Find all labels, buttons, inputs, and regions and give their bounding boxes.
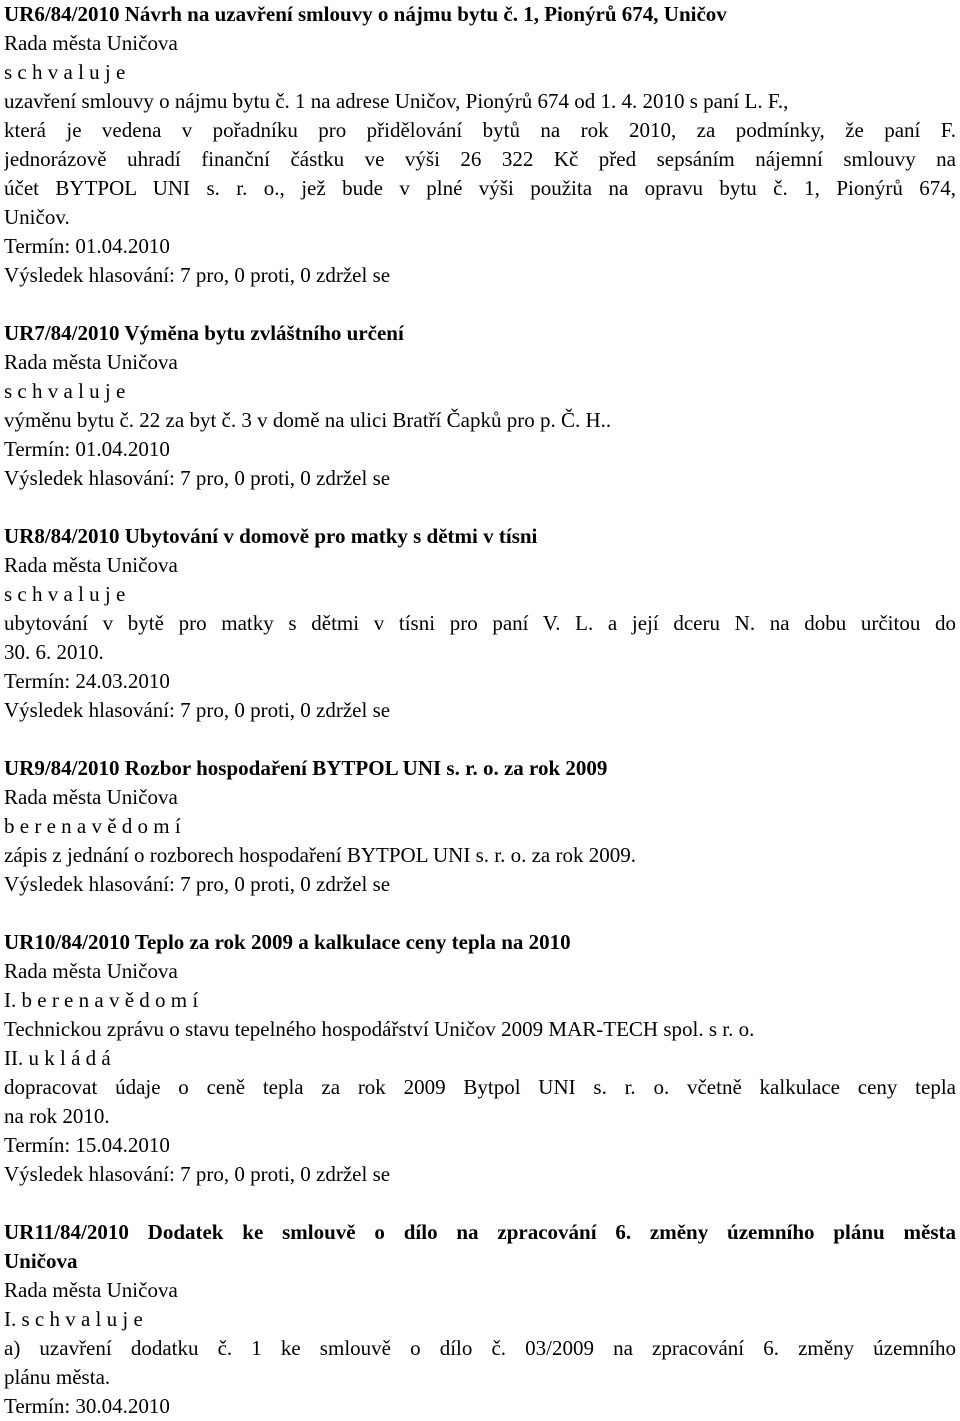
- resolution-text-line: s c h v a l u j e: [4, 60, 126, 84]
- resolution-text-line: Rada města Uničova: [4, 553, 178, 577]
- resolution-heading: UR11/84/2010 Dodatek ke smlouvě o dílo na zpracování 6. změny územního plánu města: [4, 1220, 956, 1244]
- resolution-heading: UR7/84/2010 Výměna bytu zvláštního určení: [4, 321, 404, 345]
- resolution-text-line: Technickou zprávu o stavu tepelného hospodářství Uničov 2009 MAR-TECH spol. s r. o.: [4, 1017, 755, 1041]
- resolution-text-line: Výsledek hlasování: 7 pro, 0 proti, 0 zdržel se: [4, 872, 391, 896]
- resolution-heading: UR10/84/2010 Teplo za rok 2009 a kalkulace ceny tepla na 2010: [4, 930, 571, 954]
- resolution-text-line: Uničova: [4, 1249, 78, 1273]
- resolution-text-line: Rada města Uničova: [4, 959, 178, 983]
- resolution-text-line: Rada města Uničova: [4, 785, 178, 809]
- resolution-text-line: Termín: 30.04.2010: [4, 1394, 170, 1418]
- resolution-text-line: b e r e n a v ě d o m í: [4, 814, 181, 838]
- section-spacer: [4, 899, 956, 928]
- resolution-text-line: s c h v a l u j e: [4, 379, 126, 403]
- resolution-text-line: na rok 2010.: [4, 1104, 110, 1128]
- resolution-heading: UR8/84/2010 Ubytování v domově pro matky s dětmi v tísni: [4, 524, 538, 548]
- resolution-section: [4, 928, 956, 1189]
- section-spacer: [4, 290, 956, 319]
- section-spacer: [4, 493, 956, 522]
- section-spacer: [4, 725, 956, 754]
- resolution-text-line: Rada města Uničova: [4, 31, 178, 55]
- resolution-text-line: Výsledek hlasování: 7 pro, 0 proti, 0 zdržel se: [4, 698, 391, 722]
- section-spacer: [4, 1189, 956, 1218]
- resolution-text-line: Uničov.: [4, 205, 70, 229]
- resolution-text-line: Rada města Uničova: [4, 350, 178, 374]
- resolution-heading: UR6/84/2010 Návrh na uzavření smlouvy o nájmu bytu č. 1, Pionýrů 674, Uničov: [4, 2, 727, 26]
- resolution-section: [4, 1218, 956, 1421]
- resolution-section: [4, 522, 956, 725]
- resolution-text-line: která je vedena v pořadníku pro přidělování bytů na rok 2010, za podmínky, že paní F.: [4, 118, 956, 142]
- resolution-section: [4, 754, 956, 899]
- resolution-text-line: s c h v a l u j e: [4, 582, 126, 606]
- resolution-text-line: plánu města.: [4, 1365, 111, 1389]
- resolution-section: [4, 0, 956, 290]
- resolution-text-line: Termín: 15.04.2010: [4, 1133, 170, 1157]
- resolution-text-line: Termín: 24.03.2010: [4, 669, 170, 693]
- resolution-text-line: I. s c h v a l u j e: [4, 1307, 143, 1331]
- resolution-text-line: uzavření smlouvy o nájmu bytu č. 1 na adrese Uničov, Pionýrů 674 od 1. 4. 2010 s paní L. F.,: [4, 89, 789, 113]
- resolution-text-line: Rada města Uničova: [4, 1278, 178, 1302]
- resolution-text-line: 30. 6. 2010.: [4, 640, 104, 664]
- resolution-text-line: Výsledek hlasování: 7 pro, 0 proti, 0 zdržel se: [4, 466, 391, 490]
- resolution-text-line: Termín: 01.04.2010: [4, 234, 170, 258]
- resolution-text-line: zápis z jednání o rozborech hospodaření BYTPOL UNI s. r. o. za rok 2009.: [4, 843, 636, 867]
- resolution-section: [4, 319, 956, 493]
- resolution-text-line: Výsledek hlasování: 7 pro, 0 proti, 0 zdržel se: [4, 263, 391, 287]
- resolution-text-line: účet BYTPOL UNI s. r. o., jež bude v plné výši použita na opravu bytu č. 1, Pionýrů 674,: [4, 176, 956, 200]
- resolution-text-line: Výsledek hlasování: 7 pro, 0 proti, 0 zdržel se: [4, 1162, 391, 1186]
- resolution-text-line: dopracovat údaje o ceně tepla za rok 2009 Bytpol UNI s. r. o. včetně kalkulace ceny tepla: [4, 1075, 956, 1099]
- resolution-heading: UR9/84/2010 Rozbor hospodaření BYTPOL UNI s. r. o. za rok 2009: [4, 756, 608, 780]
- resolution-text-line: II. u k l á d á: [4, 1046, 111, 1070]
- resolution-text-line: ubytování v bytě pro matky s dětmi v tísni pro paní V. L. a její dceru N. na dobu určitou do: [4, 611, 956, 635]
- resolution-text-line: I. b e r e n a v ě d o m í: [4, 988, 199, 1012]
- resolution-text-line: a) uzavření dodatku č. 1 ke smlouvě o dílo č. 03/2009 na zpracování 6. změny územního: [4, 1336, 956, 1360]
- resolution-text-line: jednorázově uhradí finanční částku ve výši 26 322 Kč před sepsáním nájemní smlouvy na: [4, 147, 956, 171]
- resolution-text-line: Termín: 01.04.2010: [4, 437, 170, 461]
- resolution-text-line: výměnu bytu č. 22 za byt č. 3 v domě na ulici Bratří Čapků pro p. Č. H..: [4, 408, 612, 432]
